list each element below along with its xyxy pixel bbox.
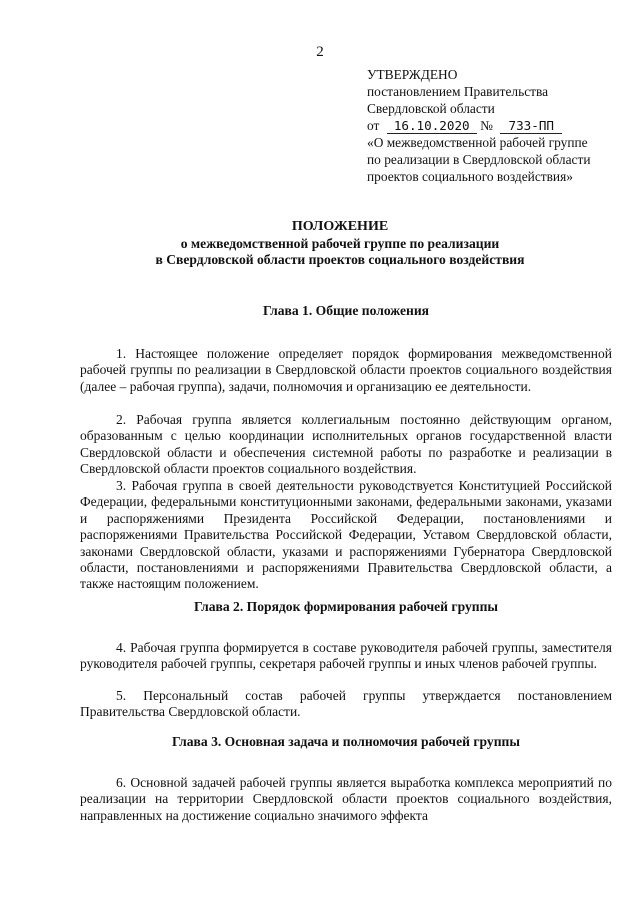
paragraph: 6. Основной задачей рабочей группы является выработка комплекса мероприятий по реализации на территории Свердловской области проектов социального воздействия, направленных на достижение социально значимого эффекта [80,775,612,823]
paragraph: 1. Настоящее положение определяет порядок формирования межведомственной рабочей группы по реализации в Свердловской области проектов социального воздействия (далее – рабочая группа), задачи, полномочия и организацию ее деятельности. [80,346,612,394]
approval-date: 16.10.2020 [387,119,477,134]
date-prefix: от [367,118,380,133]
approval-line: постановлением Правительства [367,84,549,99]
approval-title-line: «О межведомственной рабочей группе [367,135,588,150]
paragraph: 3. Рабочая группа в своей деятельности руководствуется Конституцией Российской Федерации, федеральными конституционными законами, федеральными законами, указами и распоряжениями Президента Российской Федерации, постановлениями и распоряжениями Правительства Российской Федерации, Уставом Свердловской области, законами Свердловской области, указами и распоряжениями Губернатора Свердловской области, постановлениями и распоряжениями Правительства Свердловской области, а также настоящим положением. [80,478,612,592]
chapter-heading: Глава 2. Порядок формирования рабочей группы [193,599,499,614]
document-title [80,219,600,269]
paragraph: 2. Рабочая группа является коллегиальным постоянно действующим органом, образованным с целью координации исполнительных органов государственной власти Свердловской области и обеспечения системной работы по разработке и реализации в Свердловской области проектов социального воздействия. [80,412,612,477]
paragraph: 5. Персональный состав рабочей группы утверждается постановлением Правительства Свердловской области. [80,688,612,720]
approval-date-line [367,117,627,134]
document-title-subline: в Свердловской области проектов социального воздействия [155,252,525,267]
document-title-heading: ПОЛОЖЕНИЕ [291,219,389,234]
approval-line: Свердловской области [367,101,495,116]
approval-stamp [367,66,627,185]
document-title-subline: о межведомственной рабочей группе по реализации [180,235,500,251]
number-prefix: № [480,118,493,133]
chapter-heading: Глава 3. Основная задача и полномочия рабочей группы [172,734,520,749]
approval-title-line: по реализации в Свердловской области [367,152,591,167]
approval-number: 733-ПП [500,119,562,134]
approval-label: УТВЕРЖДЕНО [367,67,458,82]
approval-title-line: проектов социального воздействия» [367,169,573,184]
page-number: 2 [316,44,324,60]
chapter-heading: Глава 1. Общие положения [262,303,430,318]
paragraph: 4. Рабочая группа формируется в составе руководителя рабочей группы, заместителя руководителя рабочей группы, секретаря рабочей группы и иных членов рабочей группы. [80,640,612,672]
